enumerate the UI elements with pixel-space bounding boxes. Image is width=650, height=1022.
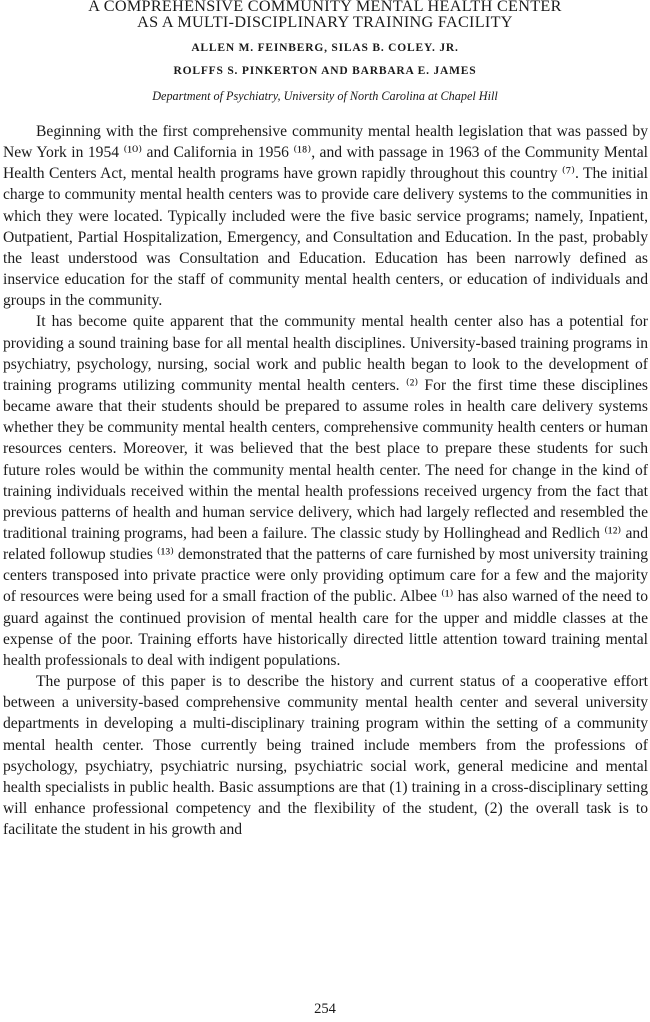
body-paragraph-2: It has become quite apparent that the community mental health center also has a potential for providing a sound training base for all mental health disciplines. University-based training programs in psychiatry, psychology, nursing, social work and public health began to look to the development of training programs utilizing community mental health centers. ⁽²⁾ For the first time these disciplines became aware that their students should be prepared to assume roles in health care delivery systems whether they be community mental health centers, comprehensive community health centers or human resources centers. Moreover, it was believed that the best place to prepare these students for such future roles would be within the community mental health center. The need for change in the kind of training individuals received within the mental health professions received urgency from the fact that previous patterns of health and human service delivery, which had largely reflected and resembled the traditional training programs, had been a failure. The classic study by Hollinghead and Redlich ⁽¹²⁾ and related followup studies ⁽¹³⁾ demonstrated that the patterns of care furnished by most university training centers transposed into private practice were only providing optimum care for a few and the majority of resources were being used for a small fraction of the public. Albee ⁽¹⁾ has also warned of the need to guard against the continued provision of mental health care for the upper and middle classes at the expense of the poor. Training efforts have historically directed little attention toward training mental health professionals to deal with indigent populations. [3, 313, 648, 669]
body-paragraph-1: Beginning with the first comprehensive community mental health legislation that was passed by New York in 1954 ⁽¹⁰⁾ and California in 1956 ⁽¹⁸⁾, and with passage in 1963 of the Community Mental Health Centers Act, mental health programs have grown rapidly throughout this country ⁽⁷⁾. The initial charge to community mental health centers was to provide care delivery systems to the communities in which they were located. Typically included were the five basic service programs; namely, Inpatient, Outpatient, Partial Hospitalization, Emergency, and Consultation and Education. In the past, probably the least understood was Consultation and Education. Education has been narrowly defined as inservice education for the staff of community mental health centers, or education of individuals and groups in the community. [3, 123, 648, 310]
author-line-2: ROLFFS S. PINKERTON AND BARBARA E. JAMES [173, 65, 477, 77]
affiliation: Department of Psychiatry, University of North Carolina at Chapel Hill [152, 89, 498, 103]
article-title-line-1: A COMPREHENSIVE COMMUNITY MENTAL HEALTH CENTER [88, 0, 562, 15]
author-line-1: ALLEN M. FEINBERG, SILAS B. COLEY. JR. [191, 42, 459, 54]
article-title-line-2: AS A MULTI-DISCIPLINARY TRAINING FACILITY [137, 13, 513, 31]
page-number: 254 [314, 1001, 336, 1017]
body-paragraph-3: The purpose of this paper is to describe the history and current status of a cooperative effort between a university-based comprehensive community mental health center and several university departments in developing a multi-disciplinary training program within the setting of a community mental health center. Those currently being trained include members from the professions of psychology, psychiatry, psychiatric nursing, psychiatric social work, general medicine and mental health specialists in public health. Basic assumptions are that (1) training in a cross-disciplinary setting will enhance professional competency and the flexibility of the student, (2) the overall task is to facilitate the student in his growth and [3, 673, 648, 839]
article-body [3, 121, 648, 840]
